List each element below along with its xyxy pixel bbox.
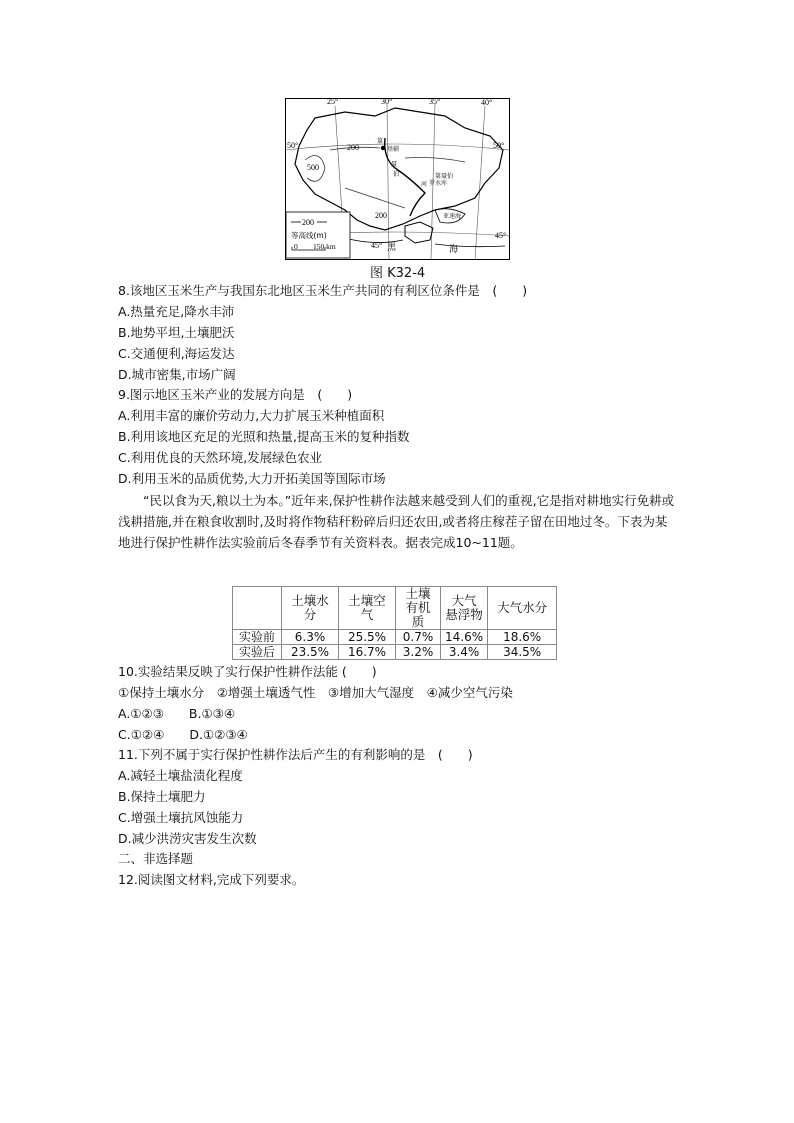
q9-option-c: C.利用优良的天然环境,发展绿色农业 (118, 450, 323, 465)
ukraine-contour-map (285, 98, 510, 260)
q12-stem: 12.阅读图文材料,完成下列要求。 (118, 872, 305, 887)
place-label: 伯 (393, 171, 400, 178)
table-cell: 34.5% (488, 645, 557, 660)
table-cell: 14.6% (441, 630, 488, 645)
table-header-cell: 土壤水分 (282, 587, 339, 630)
place-label: 黑 (387, 243, 397, 253)
lat-label: 45° (371, 241, 383, 250)
table-cell: 0.7% (396, 630, 441, 645)
q11-option-a: A.减轻土壤盐渍化程度 (118, 768, 243, 783)
q11-option-d: D.减少洪涝灾害发生次数 (118, 831, 257, 846)
table-header-cell: 土壤 有机质 (396, 587, 441, 630)
legend-contour-value: 200 (302, 218, 314, 227)
table-header-row (233, 587, 557, 630)
place-label: 亚速海 (443, 213, 462, 220)
q11-option-b: B.保持土壤肥力 (118, 789, 206, 804)
intro-paragraph: “民以食为天,粮以土为本。”近年来,保护性耕作法越来越受到人们的重视,它是指对耕地实行免耕或浅耕措施,并在粮食收割时,及时将作物秸秆粉碎后归还农田,或者将庄稼茬子留在田地过冬。下表为某地进行保护性耕作法实验前后冬春季节有关资料表。据表完成10~11题。 (118, 493, 675, 550)
lat-label: 45° (495, 231, 507, 240)
table-header-cell (233, 587, 282, 630)
contour-label: 500 (307, 163, 319, 172)
table-row (233, 645, 557, 660)
place-label: 罗水库 (429, 180, 448, 187)
table-cell: 实验后 (233, 645, 282, 660)
legend-scale-zero: 0 (294, 242, 298, 251)
place-label: 第 (377, 138, 384, 145)
table-cell: 25.5% (339, 630, 396, 645)
table-cell: 实验前 (233, 630, 282, 645)
q10-options-cd: C.①②④ D.①②③④ (118, 727, 248, 742)
table-cell: 6.3% (282, 630, 339, 645)
q9-option-b: B.利用该地区充足的光照和热量,提高玉米的复种指数 (118, 429, 410, 444)
legend-scale: 150 km (313, 242, 336, 251)
table-cell: 16.7% (339, 645, 396, 660)
q11-option-c: C.增强土壤抗风蚀能力 (118, 810, 244, 825)
table-header-cell: 大气 悬浮物 (441, 587, 488, 630)
q10-statements: ①保持土壤水分 ②增强土壤透气性 ③增加大气湿度 ④减少空气污染 (118, 685, 513, 700)
lat-label: 50° (287, 141, 299, 150)
lon-label: 40° (481, 98, 493, 107)
lon-label: 35° (429, 98, 441, 106)
map-legend (286, 212, 350, 258)
q9-option-d: D.利用玉米的品质优势,大力开拓美国等国际市场 (118, 471, 386, 486)
table-cell: 18.6% (488, 630, 557, 645)
place-label: 河 (421, 181, 428, 188)
q9-stem: 9.图示地区玉米产业的发展方向是 ( ) (118, 387, 353, 402)
lat-label: 50° (493, 141, 505, 150)
place-label: 基辅 (387, 146, 400, 153)
contour-label: 200 (347, 143, 359, 152)
q9-option-a: A.利用丰富的廉价劳动力,大力扩展玉米种植面积 (118, 408, 385, 423)
q8-option-c: C.交通便利,海运发达 (118, 346, 235, 361)
q8-option-a: A.热量充足,降水丰沛 (118, 304, 235, 319)
contour-label: 200 (375, 211, 387, 220)
q8-stem: 8.该地区玉米生产与我国东北地区玉米生产共同的有利区位条件是 ( ) (118, 283, 528, 298)
lon-label: 30° (381, 98, 393, 106)
table-cell: 3.4% (441, 645, 488, 660)
q11-stem: 11.下列不属于实行保护性耕作法后产生的有利影响的是 ( ) (118, 747, 473, 762)
experiment-data-table (232, 586, 557, 660)
place-label: 聂 (391, 161, 398, 168)
lon-label: 25° (327, 98, 339, 106)
q10-stem: 10.实验结果反映了实行保护性耕作法能 ( ) (118, 664, 377, 679)
q10-options-ab: A.①②③ B.①③④ (118, 706, 236, 721)
legend-title: 等高线(m) (291, 231, 327, 240)
table-cell: 3.2% (396, 645, 441, 660)
place-label: 第聂伯 (435, 173, 454, 180)
q8-option-b: B.地势平坦,土壤肥沃 (118, 325, 235, 340)
place-label: 海 (449, 245, 459, 255)
table-header-cell: 大气水分 (488, 587, 557, 630)
section-heading: 二、非选择题 (118, 851, 194, 866)
table-row (233, 630, 557, 645)
figure-caption: 图 K32-4 (370, 266, 426, 281)
table-header-cell: 土壤空气 (339, 587, 396, 630)
kyiv-city-marker (381, 146, 385, 150)
q8-option-d: D.城市密集,市场广阔 (118, 367, 236, 382)
table-cell: 23.5% (282, 645, 339, 660)
